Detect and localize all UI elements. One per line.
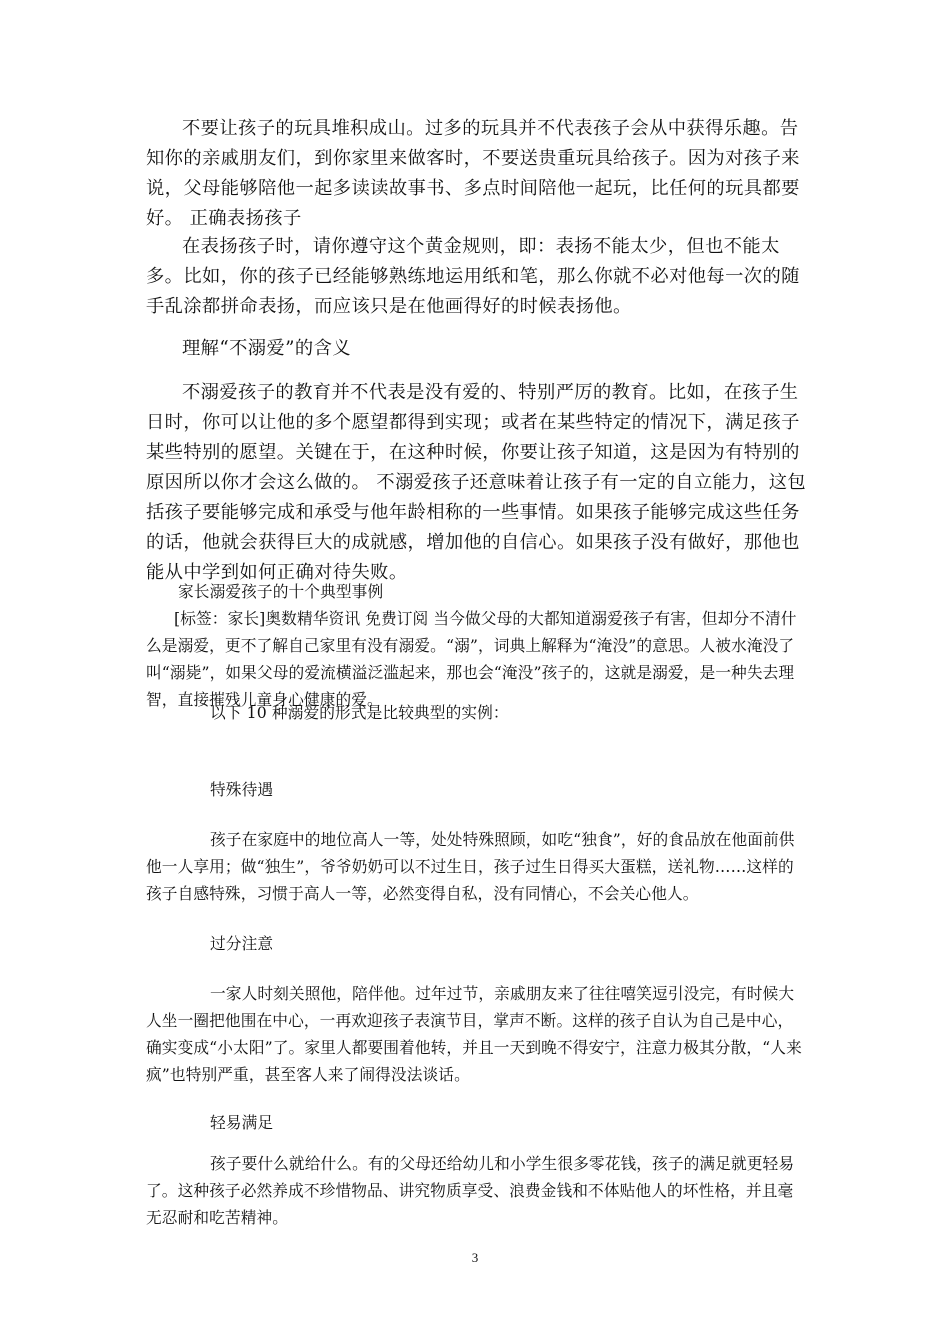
heading-excessive-attention: 过分注意 bbox=[210, 934, 274, 953]
paragraph-spoiling-intro: [标签：家长]奥数精华资讯 免费订阅 当今做父母的大都知道溺爱孩子有害，但却分不清什么是溺爱，更不了解自己家里有没有溺爱。“溺”，词典上解释为“淹没”的意思。人被水淹没了叫“溺毙”，如果父母的爱流横溢泛滥起来，那也会“淹没”孩子的，这就是溺爱，是一种失去理智，直接摧残儿童身心健康的爱。 bbox=[146, 609, 797, 709]
paragraph-not-spoiling: 不溺爱孩子的教育并不代表是没有爱的、特别严厉的教育。比如，在孩子生日时，你可以让他的多个愿望都得到实现；或者在某些特定的情况下，满足孩子某些特别的愿望。关键在于，在这种时候，你要让孩子知道，这是因为有特别的原因所以你才会这么做的。 不溺爱孩子还意味着让孩子有一定的自立能力，这包括孩子要能够完成和承受与他年龄相称的一些事情。如果孩子能够完成这些任务的话，他就会获得巨大的成就感，增加他的自信心。如果孩子没有做好，那他也能从中学到如何正确对待失败。 bbox=[146, 382, 807, 583]
heading-ten-forms: 以下 10 种溺爱的形式是比较典型的实例： bbox=[210, 703, 509, 722]
paragraph-excessive-attention: 一家人时刻关照他，陪伴他。过年过节，亲戚朋友来了往往嘻笑逗引没完，有时候大人坐一圈把他围在中心，一再欢迎孩子表演节目，掌声不断。这样的孩子自认为自己是中心，确实变成“小太阳”了。家里人都要围着他转，并且一天到晚不得安宁，注意力极其分散，“人来疯”也特别严重，甚至客人来了闹得没法谈话。 bbox=[146, 984, 802, 1084]
paragraph-praise: 在表扬孩子时，请你遵守这个黄金规则，即：表扬不能太少，但也不能太多。比如，你的孩子已经能够熟练地运用纸和笔，那么你就不必对他每一次的随手乱涂都拼命表扬，而应该只是在他画得好的时候表扬他。 bbox=[146, 236, 800, 317]
page-number: 3 bbox=[471, 1250, 479, 1265]
paragraph-easy-satisfaction: 孩子要什么就给什么。有的父母还给幼儿和小学生很多零花钱，孩子的满足就更轻易了。这种孩子必然养成不珍惜物品、讲究物质享受、浪费金钱和不体贴他人的坏性格，并且毫无忍耐和吃苦精神。 bbox=[146, 1154, 795, 1227]
paragraph-toys: 不要让孩子的玩具堆积成山。过多的玩具并不代表孩子会从中获得乐趣。告知你的亲戚朋友们，到你家里来做客时，不要送贵重玩具给孩子。因为对孩子来说，父母能够陪他一起多读读故事书、多点时间陪他一起玩，比任何的玩具都要好。 正确表扬孩子 bbox=[146, 118, 800, 229]
paragraph-special-treatment: 孩子在家庭中的地位高人一等，处处特殊照顾，如吃“独食”，好的食品放在他面前供他一人享用；做“独生”，爷爷奶奶可以不过生日，孩子过生日得买大蛋糕，送礼物……这样的孩子自感特殊，习惯于高人一等，必然变得自私，没有同情心，不会关心他人。 bbox=[146, 830, 795, 903]
heading-ten-examples: 家长溺爱孩子的十个典型事例 bbox=[178, 582, 384, 601]
heading-easy-satisfaction: 轻易满足 bbox=[210, 1113, 274, 1132]
heading-not-spoiling: 理解“不溺爱”的含义 bbox=[182, 338, 351, 359]
heading-special-treatment: 特殊待遇 bbox=[210, 780, 274, 799]
